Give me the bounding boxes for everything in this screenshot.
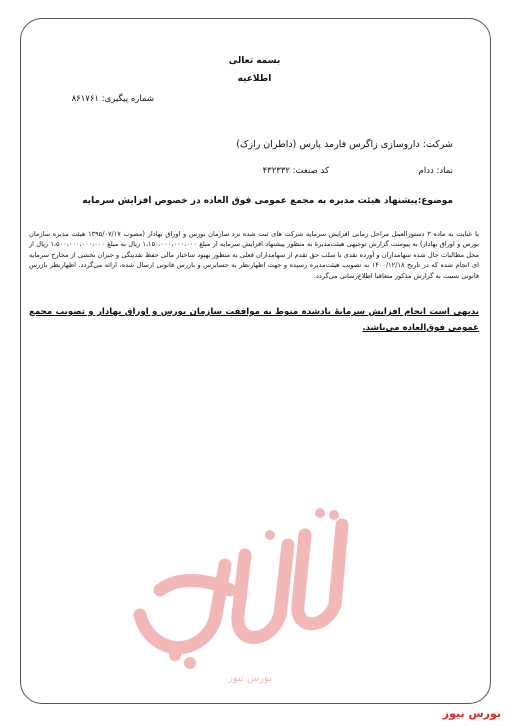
industry-code: کد صنعت: ۴۳۲۳۳۲: [262, 166, 329, 176]
bismillah-heading: بسمه تعالی: [228, 56, 281, 66]
tracking-number: شماره پیگیری: ۸۶۱۷۶۱: [71, 94, 154, 104]
notice-title: اطلاعیه: [237, 74, 272, 84]
company-name: شرکت: داروسازی زاگرس فارمد پارس (داطران رازک): [236, 139, 453, 150]
company-symbol: نماد: ددام: [418, 166, 453, 176]
emphasis-paragraph: بدیهی است انجام افزایش سرمایهٔ یادشده منوط به موافقت سازمان بورس و اوراق بهادار و تصویب مجمع عمومی فوق‌العاده می‌باشد.: [29, 307, 479, 333]
subject-line: موضوع:پیشنهاد هیئت مدیره به مجمع عمومی فوق العاده در خصوص افزایش سرمایه: [82, 196, 453, 206]
watermark-logo: [120, 495, 380, 685]
watermark-text: بورس نیوز: [228, 673, 272, 684]
footer-brand-logo: بورس نیوز: [442, 707, 501, 720]
body-paragraph: با عنایت به ماده ۳ دستورالعمل مراحل زمانی افزایش سرمایه شرکت های ثبت شده نزد سازمان بورس و اوراق بهادار (مصوب ۱۳۹۵/۰۷/۱۷ هیئت مدیره سازمان بورس و اوراق بهادار) به پیوست گزارش توجیهی هیئت‌مدیرهٔ به منظور پیشنهاد افزایش سرمایه از مبلغ ۱،۱۵۰،۰۰۰،۰۰۰،۰۰۰ ریال به مبلغ ۱،۵۰۰،۰۰۰،۰۰۰،۰۰۰ ریال از محل مطالبات حال شده سهامداران و آورده نقدی با سلب حق تقدم از سهامداران فعلی به منظور بهبود ساختار مالی حفظ نقدینگی و جبران بخشی از مخارج سرمایه ای انجام شده که در تاریخ ۱۴۰۰/۱۲/۱۸ به تصویب هیئت‌مدیره رسیده و جهت اظهارنظر به حسابرس و بازرس قانونی ارسال شده، ارائه می‌گردد. اظهارنظر بازرس قانونی نسبت به گزارش مذکور متعاقبا اطلاع‌رسانی می‌گردد.: [29, 230, 480, 280]
